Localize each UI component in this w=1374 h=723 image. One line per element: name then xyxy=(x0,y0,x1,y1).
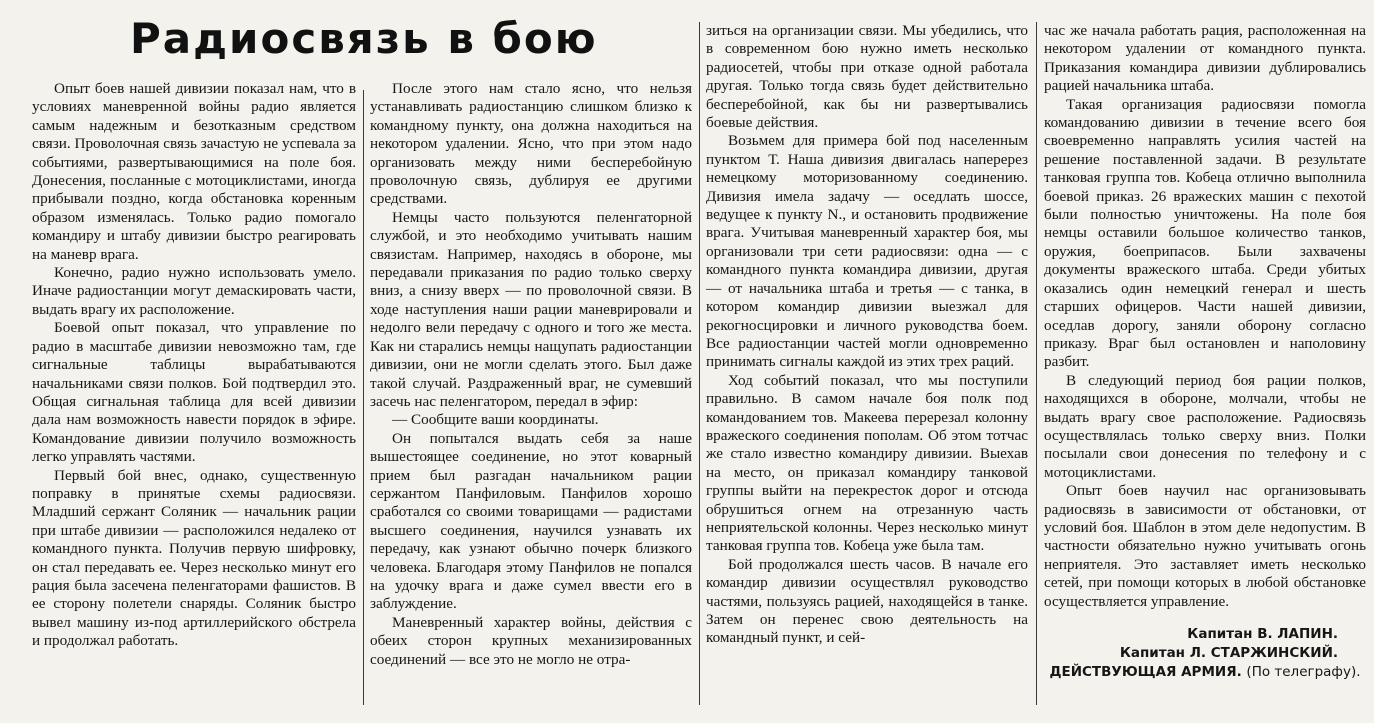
article-title: Радиосвязь в бою xyxy=(130,14,598,63)
column-rule xyxy=(699,22,700,705)
dateline-place: ДЕЙСТВУЮЩАЯ АРМИЯ. xyxy=(1049,664,1242,680)
author-signature: Капитан В. ЛАПИН. xyxy=(1187,626,1338,642)
paragraph: Немцы часто пользуются пеленгаторной службой, и это необходимо учитывать нашим связистам. Например, находясь в обороне, мы передавали приказания по радио только сверху вниз, а снизу вверх — по проволочной связи. В ходе наступления наши рации маневрировали и недолго вели передачу с одного и того же места. Как ни старались немцы нащупать радиостанции дивизии, они не могли сделать этого. Был даже такой случай. Раздраженный враг, не сумевший засечь нас пеленгатором, передал в эфир: xyxy=(370,208,692,410)
column-rule xyxy=(363,90,364,705)
dateline-source: (По телеграфу). xyxy=(1246,664,1361,680)
paragraph: — Сообщите ваши координаты. xyxy=(392,411,599,429)
paragraph: Возьмем для примера бой под населенным пунктом Т. Наша дивизия двигалась наперерез немецкому моторизованному соединению. Дивизия имела задачу — оседлать шоссе, ведущее к пункту N., и остановить продвижение врага. Учитывая маневренный характер боя, мы организовали три сети радиосвязи: одна — с командного пункта командира дивизии, другая — от начальника штаба и третья — с танка, в котором командир дивизии выезжал для рекогносцировки и личного руководства боем. Все радиостанции частей могли одновременно принимать сигналы каждой из этих трех раций. xyxy=(706,132,1028,371)
paragraph: Такая организация радиосвязи помогла командованию дивизии в течение всего боя своевременно направлять усилия частей на решение поставленной задачи. В результате танковая группа тов. Кобеца отлично выполнила боевой приказ. 26 вражеских машин с пехотой были полностью уничтожены. На поле боя немцы оставили большое количество танков, оружия, боеприпасов. Были захвачены документы вражеского штаба. Среди убитых оказались один немецкий генерал и шесть старших офицеров. Части нашей дивизии, оседлав дорогу, заняли оборону согласно приказу. Враг был остановлен и наполовину разбит. xyxy=(1044,95,1366,371)
author-signature: Капитан Л. СТАРЖИНСКИЙ. xyxy=(1119,645,1338,661)
paragraph: Опыт боев научил нас организовывать радиосвязь в зависимости от обстановки, от условий боя. Шаблон в этом деле недопустим. В частности обязательно нужно учитывать огонь неприятеля. Это заставляет иметь несколько сетей, при помощи которых в любой обстановке осуществляется управление. xyxy=(1044,482,1366,610)
paragraph: час же начала работать рация, расположенная на некотором удалении от командного пункта. Приказания командира дивизии дублировались рацией начальника штаба. xyxy=(1044,22,1366,95)
paragraph: Бой продолжался шесть часов. В начале его командир дивизии осуществлял руководство частями, пользуясь рацией, находящейся в танке. Затем он перенес свою деятельность на командный пункт, и сей- xyxy=(706,555,1028,647)
article-column-3 xyxy=(702,22,1032,707)
article-column-4 xyxy=(1040,22,1370,707)
paragraph: зиться на организации связи. Мы убедились, что в современном бою нужно иметь несколько радиосетей, чтобы при отказе одной работала другая. Только тогда связь будет действительно бесперебойной, как бы ни развертывались боевые действия. xyxy=(706,22,1028,132)
paragraph: После этого нам стало ясно, что нельзя устанавливать радиостанцию слишком близко к командному пункту, она должна находиться на некотором удалении. Ясно, что при этом надо организовать между ними бесперебойную проволочную связь, дублируя ее другими средствами. xyxy=(370,80,692,208)
paragraph: Маневренный характер войны, действия с обеих сторон крупных механизированных соединений — все это не могло не отра- xyxy=(370,613,692,668)
paragraph: Конечно, радио нужно использовать умело. Иначе радиостанции могут демаскировать части, выдать врагу их расположение. xyxy=(32,264,356,318)
paragraph: В следующий период боя рации полков, находящихся в обороне, молчали, чтобы не выдать врагу свое расположение. Радиосвязь осуществлялась только сверху вниз. Полки посылали свои донесения по телефону и с мотоциклистами. xyxy=(1044,371,1366,481)
column-rule xyxy=(1036,22,1037,705)
article-column-1 xyxy=(28,80,360,707)
paragraph: Боевой опыт показал, что управление по радио в масштабе дивизии невозможно там, где сигнальные таблицы вырабатываются начальниками связи полков. Бой подтвердил это. Общая сигнальная таблица для всей дивизии дала нам возможность навести порядок в эфире. Командование дивизии получило возможность легко управлять частями. xyxy=(32,319,356,466)
signature-block xyxy=(1044,625,1366,682)
paragraph: Первый бой внес, однако, существенную поправку в принятые схемы радиосвязи. Младший сержант Соляник — начальник рации при штабе дивизии — расположился недалеко от командного пункта. Получив первую шифровку, он стал передавать ее. Через несколько минут его рация была засечена пеленгаторами фашистов. В ее сторону полетели снаряды. Соляник быстро вывел машину из-под артиллерийского обстрела и продолжал работать. xyxy=(32,466,356,650)
paragraph: Ход событий показал, что мы поступили правильно. В самом начале боя полк под командованием тов. Макеева перерезал колонну вражеского соединения пополам. Об этом тотчас же стало известно командиру дивизии. Выехав на место, он приказал командиру танковой группы выйти на перекресток дорог и отсюда обрушиться огнем на отрезанную часть неприятельской колонны. Через несколько минут танковая группа тов. Кобеца уже была там. xyxy=(706,371,1028,555)
paragraph: Опыт боев нашей дивизии показал нам, что в условиях маневренной войны радио является самым надежным и безотказным средством связи. Проволочная связь зачастую не успевала за событиями, развертывающимися на поле боя. Донесения, посланные с мотоциклистами, иногда прибывали поздно, когда обстановка коренным образом изменялась. Только радио помогало командиру и штабу дивизии быстро реагировать на маневр врага. xyxy=(32,80,356,263)
paragraph: Он попытался выдать себя за наше вышестоящее соединение, но этот коварный прием был разгадан начальником рации сержантом Панфиловым. Панфилов хорошо сработался со своими товарищами — радистами высшего соединения, научился узнавать их передачу, как узнают обычно почерк близкого человека. Благодаря этому Панфилов не попался на удочку врага и даже сумел ввести его в заблуждение. xyxy=(370,429,692,613)
dateline xyxy=(1044,663,1366,682)
article-column-2 xyxy=(366,80,696,707)
